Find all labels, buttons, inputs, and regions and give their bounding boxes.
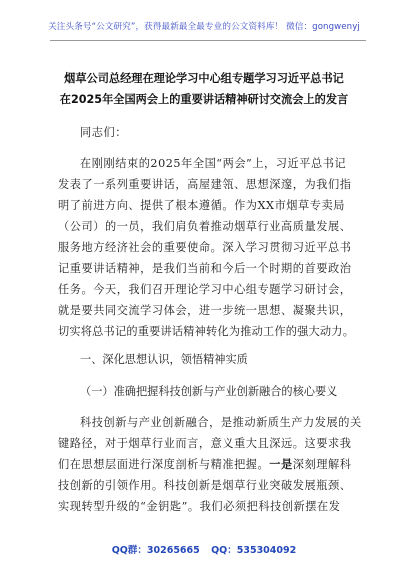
paragraph-line: 实现转型升级的“金钥匙”。我们必须把科技创新摆在发 (58, 500, 341, 513)
paragraph-line: （公司）的一员，我们肩负着推动烟草行业高质量发展、 (58, 220, 352, 233)
subsection-heading: （一）准确把握科技创新与产业创新融合的核心要义 (80, 385, 338, 398)
paragraph-line: 就是要共同交流学习体会，进一步统一思想、凝聚共识， (58, 304, 352, 317)
paragraph-line (58, 456, 358, 472)
salutation: 同志们： (80, 126, 127, 139)
paragraph-line: 技创新的引领作用。科技创新是烟草行业突破发展瓶颈、 (58, 479, 352, 492)
paragraph-line: 切实将总书记的重要讲话精神转化为推动工作的强大动力。 (58, 325, 355, 338)
paragraph-line: 发表了一系列重要讲话，高屋建瓴、思想深邃，为我们指 (58, 178, 352, 191)
paragraph-line: 任务。今天，我们召开理论学习中心组专题学习研讨会， (58, 283, 352, 296)
bold-marker: 一是 (269, 457, 293, 471)
paragraph-line: 键路径，对于烟草行业而言，意义重大且深远。这要求我 (58, 437, 352, 450)
paragraph-line: 服务地方经济社会的重要使命。深入学习贯彻习近平总书 (58, 241, 352, 254)
paragraph-line: 记重要讲话精神，是我们当前和今后一个时期的首要政治 (58, 262, 352, 275)
header-divider (50, 40, 366, 41)
document-title-line-2: 在2025年全国两会上的重要讲话精神研讨交流会上的发言 (59, 93, 349, 106)
paragraph-line: 明了前进方向、提供了根本遵循。作为XX市烟草专卖局 (58, 199, 345, 212)
paragraph-line: 科技创新与产业创新融合，是推动新质生产力发展的关 (80, 416, 362, 429)
footer-qq-group: QQ群：30265665 (111, 545, 200, 556)
paragraph-text: 们在思想层面进行深度剖析与精准把握。 (58, 458, 270, 471)
header-note: 关注头条号“公文研究”，获得最新最全最专业的公文资料库！ 微信：gongwenyj (48, 22, 360, 32)
document-title-line-1: 烟草公司总经理在理论学习中心组专题学习习近平总书记 (64, 72, 344, 85)
section-heading: 一、深化思想认识，领悟精神实质 (80, 353, 248, 366)
paragraph-line: 在刚刚结束的2025年全国“两会”上，习近平总书记 (80, 157, 347, 170)
footer-qq: QQ：535304092 (211, 545, 297, 556)
footer-contact (0, 542, 408, 556)
paragraph-text: 深刻理解科 (292, 458, 352, 471)
